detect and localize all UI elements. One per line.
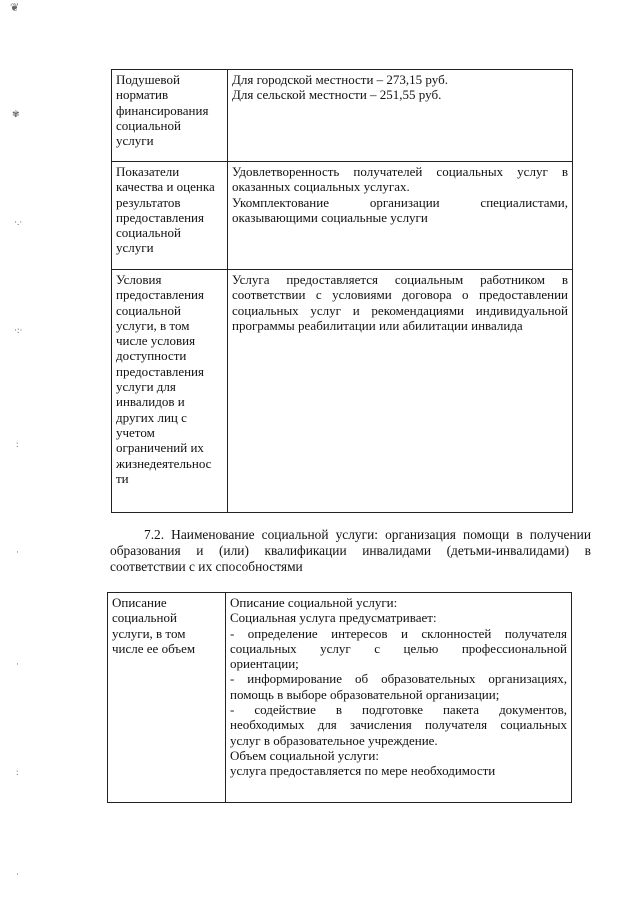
label-line: социальной: [116, 302, 181, 318]
label-line: числе условия: [116, 333, 196, 349]
label-line: Показатели: [116, 164, 180, 179]
label-line: жизнедеятельнос: [116, 455, 212, 471]
label-line: учетом: [116, 424, 155, 440]
scan-mark: ❦: [10, 2, 20, 14]
table-row: [112, 270, 573, 513]
value-line: услуг в образовательное учреждение.: [230, 732, 438, 748]
value-line: Для городской местности – 273,15 руб.: [232, 72, 448, 87]
value-line: программы реабилитации или абилитации инвалида: [232, 317, 523, 333]
service-table-2: [107, 592, 572, 803]
label-line: услуги, в том: [112, 625, 186, 641]
label-line: инвалидов и: [116, 394, 185, 410]
label-line: Подушевой: [116, 72, 180, 87]
row-label-cell: [108, 593, 226, 803]
label-line: норматив: [116, 87, 169, 103]
value-line: социальных услуг и рекомендациями индивидуальной: [232, 302, 568, 318]
value-line: ориентации;: [230, 656, 299, 672]
value-line: соответствии с условиями договора о предоставлении: [232, 287, 568, 303]
value-line: социальных услуг с целью профессиональной: [230, 640, 567, 656]
label-line: числе ее объем: [112, 640, 196, 656]
label-line: других лиц с: [116, 409, 187, 425]
label-line: услуги, в том: [116, 317, 190, 333]
label-line: ти: [116, 470, 129, 486]
value-line: Удовлетворенность получателей социальных услуг в: [232, 164, 568, 179]
scan-mark: ·.·: [14, 217, 23, 227]
row-label-cell: [112, 162, 228, 270]
value-line: Укомплектование организации специалистами,: [232, 194, 568, 210]
value-line: Социальная услуга предусматривает:: [230, 610, 437, 626]
label-line: предоставления: [116, 363, 204, 379]
value-line: необходимых для зачисления получателя социальных: [230, 717, 567, 733]
label-line: социальной: [112, 610, 177, 626]
row-value-cell: [228, 70, 573, 162]
scan-mark: :: [16, 439, 19, 449]
heading-line: образования и (или) квалификации инвалидами (детьми-инвалидами) в: [110, 543, 591, 558]
value-line: Для сельской местности – 251,55 руб.: [232, 87, 442, 103]
value-line: Объем социальной услуги:: [230, 747, 379, 763]
value-line: - информирование об образовательных организациях,: [230, 671, 567, 687]
row-value-cell: [228, 162, 573, 270]
label-line: предоставления: [116, 209, 204, 225]
value-line: оказывающими социальные услуги: [232, 209, 428, 225]
label-line: услуги: [116, 133, 154, 149]
value-line: - определение интересов и склонностей получателя: [230, 625, 567, 641]
table-row: [108, 593, 572, 803]
label-line: финансирования: [116, 102, 209, 118]
heading-line: 7.2. Наименование социальной услуги: организация помощи в получении: [144, 527, 591, 542]
label-line: качества и оценка: [116, 179, 215, 195]
scan-mark: ·: [16, 659, 19, 669]
label-line: социальной: [116, 225, 181, 241]
value-line: оказанных социальных услугах.: [232, 179, 410, 195]
section-heading: [110, 527, 591, 575]
service-table-1: [111, 69, 573, 513]
label-line: доступности: [116, 348, 187, 364]
label-line: социальной: [116, 117, 181, 133]
row-value-cell: [228, 270, 573, 513]
heading-line: соответствии с их способностями: [110, 559, 303, 574]
value-line: услуга предоставляется по мере необходимости: [230, 763, 496, 779]
label-line: предоставления: [116, 287, 204, 303]
label-line: Описание: [112, 595, 167, 610]
table-row: [112, 162, 573, 270]
table-row: [112, 70, 573, 162]
scan-mark: :: [16, 767, 19, 777]
value-line: Услуга предоставляется социальным работником в: [232, 272, 568, 287]
value-line: Описание социальной услуги:: [230, 595, 398, 610]
row-label-cell: [112, 270, 228, 513]
value-line: помощь в выборе образовательной организации;: [230, 686, 500, 702]
row-label-cell: [112, 70, 228, 162]
scan-mark: ✾: [12, 109, 20, 119]
label-line: услуги: [116, 240, 154, 256]
label-line: результатов: [116, 194, 181, 210]
scan-mark: ·:·: [14, 325, 23, 335]
label-line: ограничений их: [116, 440, 204, 456]
label-line: Условия: [116, 272, 162, 287]
scan-mark: ·: [16, 547, 19, 557]
row-value-cell: [226, 593, 572, 803]
scan-mark: ·: [16, 869, 19, 879]
value-line: - содействие в подготовке пакета документов,: [230, 702, 567, 718]
label-line: услуги для: [116, 379, 176, 395]
